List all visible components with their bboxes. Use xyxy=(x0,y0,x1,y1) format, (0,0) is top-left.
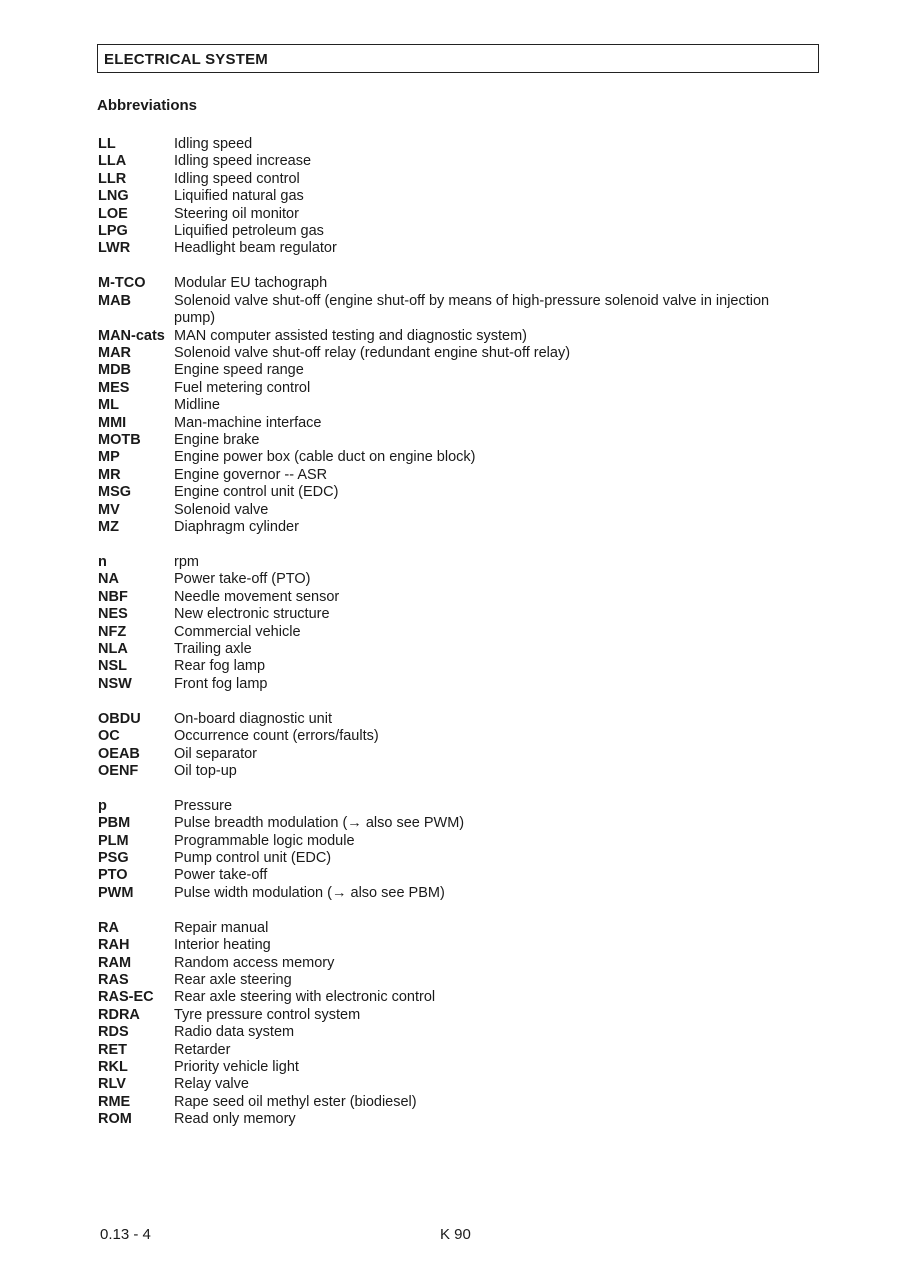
abbreviation-meaning: Engine brake xyxy=(174,432,260,448)
abbreviation-row xyxy=(98,153,818,170)
abbreviation-row xyxy=(98,1111,818,1128)
abbreviation-term: MSG xyxy=(98,484,132,501)
abbreviation-meaning: Relay valve xyxy=(174,1076,249,1093)
abbreviation-term: MMI xyxy=(98,414,127,431)
abbreviation-group xyxy=(98,136,818,258)
abbreviation-meaning: Idling speed increase xyxy=(174,153,312,170)
document-code: K 90 xyxy=(440,1226,471,1243)
abbreviation-meaning: Engine control unit (EDC) xyxy=(174,484,339,501)
abbreviation-meaning: Engine power box (cable duct on engine block) xyxy=(174,449,476,466)
abbreviation-meaning: MAN computer assisted testing and diagnostic system) xyxy=(174,327,527,344)
abbreviation-term: MAR xyxy=(98,344,132,361)
abbreviation-row xyxy=(98,1042,818,1059)
abbreviation-row xyxy=(98,728,818,745)
abbreviation-row xyxy=(98,449,818,466)
abbreviation-meaning: Tyre pressure control system xyxy=(174,1006,361,1023)
abbreviation-row xyxy=(98,136,818,153)
abbreviation-meaning: Oil separator xyxy=(174,745,258,762)
abbreviation-term: RAM xyxy=(98,954,132,971)
abbreviation-term: n xyxy=(98,553,107,570)
abbreviation-row xyxy=(98,920,818,937)
abbreviation-term: RA xyxy=(98,919,119,936)
abbreviation-term: PLM xyxy=(98,832,129,849)
abbreviation-term: PBM xyxy=(98,815,131,832)
abbreviation-meaning: Fuel metering control xyxy=(174,379,311,396)
abbreviation-term: LPG xyxy=(98,223,128,240)
abbreviation-term: NSL xyxy=(98,658,127,675)
abbreviation-list xyxy=(98,136,818,1146)
abbreviation-row xyxy=(98,815,818,832)
abbreviation-meaning: Liquified petroleum gas xyxy=(174,223,324,240)
abbreviation-term: NES xyxy=(98,606,128,623)
abbreviation-row xyxy=(98,206,818,223)
abbreviation-term: NSW xyxy=(98,675,132,692)
abbreviation-meaning: Power take-off (PTO) xyxy=(174,571,311,588)
abbreviation-term: RAS xyxy=(98,971,129,988)
abbreviation-row xyxy=(98,798,818,815)
abbreviation-term: MOTB xyxy=(98,432,141,448)
abbreviation-meaning: Rear axle steering xyxy=(174,971,292,988)
abbreviation-row xyxy=(98,484,818,501)
abbreviation-meaning: Oil top-up xyxy=(174,762,237,779)
abbreviation-meaning: Solenoid valve xyxy=(174,501,269,518)
abbreviation-term: NLA xyxy=(98,640,128,657)
abbreviation-row xyxy=(98,432,818,449)
abbreviation-meaning: Liquified natural gas xyxy=(174,188,304,205)
abbreviation-row xyxy=(98,746,818,763)
abbreviation-meaning: Rear fog lamp xyxy=(174,658,266,675)
abbreviation-meaning: Diaphragm cylinder xyxy=(174,519,299,536)
abbreviation-row xyxy=(98,676,818,693)
abbreviation-row xyxy=(98,240,818,257)
abbreviation-row xyxy=(98,1076,818,1093)
abbreviation-term: NFZ xyxy=(98,623,127,640)
abbreviation-meaning: Pulse breadth modulation (→ also see PWM) xyxy=(174,815,465,832)
abbreviation-row xyxy=(98,502,818,519)
abbreviation-row xyxy=(98,989,818,1006)
abbreviation-group xyxy=(98,554,818,693)
abbreviation-group xyxy=(98,711,818,781)
abbreviation-row xyxy=(98,223,818,240)
abbreviation-term: RET xyxy=(98,1041,127,1058)
abbreviation-row xyxy=(98,1059,818,1076)
abbreviation-row xyxy=(98,275,818,292)
abbreviation-term: MR xyxy=(98,466,121,483)
abbreviation-meaning: Needle movement sensor xyxy=(174,588,340,605)
abbreviation-term: LNG xyxy=(98,188,129,205)
abbreviation-meaning: Solenoid valve shut-off (engine shut-off by means of high-pressure solenoid valve in injection pump) xyxy=(174,292,770,327)
abbreviation-meaning: Headlight beam regulator xyxy=(174,240,337,257)
abbreviation-row xyxy=(98,554,818,571)
abbreviation-row xyxy=(98,1024,818,1041)
abbreviation-meaning: Pulse width modulation (→ also see PBM) xyxy=(174,884,445,901)
abbreviation-meaning: Interior heating xyxy=(174,937,271,954)
abbreviation-row xyxy=(98,328,818,345)
abbreviation-term: ROM xyxy=(98,1111,132,1128)
abbreviation-meaning: Repair manual xyxy=(174,919,269,936)
abbreviation-term: MV xyxy=(98,501,120,518)
abbreviation-term: RME xyxy=(98,1093,131,1110)
abbreviation-row xyxy=(98,711,818,728)
abbreviation-row xyxy=(98,415,818,432)
abbreviation-term: MZ xyxy=(98,519,119,536)
abbreviation-meaning: On-board diagnostic unit xyxy=(174,710,332,727)
abbreviation-term: MDB xyxy=(98,362,132,379)
abbreviation-group xyxy=(98,275,818,536)
abbreviation-meaning: Front fog lamp xyxy=(174,675,268,692)
abbreviation-meaning: Engine governor -- ASR xyxy=(174,466,328,483)
abbreviation-meaning: Trailing axle xyxy=(174,640,252,657)
abbreviation-meaning: rpm xyxy=(174,553,199,570)
abbreviation-row xyxy=(98,589,818,606)
abbreviation-meaning: Man-machine interface xyxy=(174,414,322,431)
abbreviation-term: OENF xyxy=(98,762,139,779)
abbreviation-term: RDRA xyxy=(98,1006,140,1023)
abbreviation-term: RLV xyxy=(98,1076,126,1093)
abbreviation-group xyxy=(98,798,818,902)
abbreviation-meaning: Random access memory xyxy=(174,954,335,971)
abbreviation-row xyxy=(98,1007,818,1024)
abbreviation-meaning: Engine speed range xyxy=(174,362,304,379)
abbreviation-term: OEAB xyxy=(98,745,140,762)
abbreviation-term: LLA xyxy=(98,153,127,170)
abbreviation-meaning: Steering oil monitor xyxy=(174,205,299,222)
abbreviation-row xyxy=(98,1094,818,1111)
abbreviation-term: MAN-cats xyxy=(98,327,165,344)
abbreviation-meaning: Priority vehicle light xyxy=(174,1059,299,1075)
abbreviation-term: LLR xyxy=(98,170,127,187)
abbreviation-term: RAS-EC xyxy=(98,989,154,1006)
abbreviation-row xyxy=(98,885,818,902)
abbreviation-term: RKL xyxy=(98,1059,128,1075)
abbreviation-term: MP xyxy=(98,449,120,466)
page-number: 0.13 - 4 xyxy=(100,1226,151,1243)
abbreviation-meaning: Midline xyxy=(174,397,220,414)
abbreviation-row xyxy=(98,345,818,362)
abbreviation-row xyxy=(98,380,818,397)
abbreviation-meaning: Idling speed xyxy=(174,136,253,152)
abbreviation-meaning: Commercial vehicle xyxy=(174,623,301,640)
abbreviation-meaning: Pump control unit (EDC) xyxy=(174,850,332,867)
abbreviation-row xyxy=(98,293,818,328)
abbreviation-row xyxy=(98,188,818,205)
abbreviation-term: PWM xyxy=(98,884,134,901)
abbreviation-row xyxy=(98,833,818,850)
abbreviation-row xyxy=(98,571,818,588)
abbreviation-meaning: Modular EU tachograph xyxy=(174,275,328,292)
abbreviation-term: p xyxy=(98,797,107,814)
abbreviation-row xyxy=(98,867,818,884)
abbreviation-row xyxy=(98,467,818,484)
abbreviation-term: RAH xyxy=(98,937,130,954)
abbreviation-meaning: Radio data system xyxy=(174,1024,295,1041)
abbreviation-term: LOE xyxy=(98,205,128,222)
abbreviation-term: M-TCO xyxy=(98,275,146,292)
abbreviation-term: LWR xyxy=(98,240,131,257)
abbreviation-term: NA xyxy=(98,571,119,588)
abbreviation-row xyxy=(98,641,818,658)
abbreviation-term: PSG xyxy=(98,850,129,867)
abbreviation-meaning: Rape seed oil methyl ester (biodiesel) xyxy=(174,1093,417,1110)
abbreviation-meaning: Solenoid valve shut-off relay (redundant engine shut-off relay) xyxy=(174,344,571,361)
abbreviation-row xyxy=(98,937,818,954)
abbreviation-meaning: Power take-off xyxy=(174,867,268,884)
abbreviation-row xyxy=(98,171,818,188)
abbreviation-row xyxy=(98,972,818,989)
abbreviation-row xyxy=(98,955,818,972)
section-header-box xyxy=(97,44,819,73)
abbreviation-term: MAB xyxy=(98,292,132,309)
abbreviation-row xyxy=(98,850,818,867)
abbreviation-row xyxy=(98,362,818,379)
abbreviation-meaning: Retarder xyxy=(174,1041,231,1058)
abbreviation-row xyxy=(98,658,818,675)
section-title: ELECTRICAL SYSTEM xyxy=(104,51,268,68)
abbreviation-row xyxy=(98,606,818,623)
abbreviation-meaning: Occurrence count (errors/faults) xyxy=(174,728,379,745)
abbreviation-row xyxy=(98,397,818,414)
abbreviation-meaning: Programmable logic module xyxy=(174,832,355,849)
abbreviation-term: PTO xyxy=(98,867,128,884)
abbreviation-term: NBF xyxy=(98,588,128,605)
abbreviation-term: MES xyxy=(98,379,130,396)
abbreviation-term: OC xyxy=(98,728,120,745)
abbreviation-row xyxy=(98,519,818,536)
abbreviation-group xyxy=(98,920,818,1129)
abbreviation-term: LL xyxy=(98,136,116,152)
abbreviation-meaning: Rear axle steering with electronic control xyxy=(174,989,436,1006)
abbreviation-meaning: Pressure xyxy=(174,797,233,814)
abbreviation-meaning: Read only memory xyxy=(174,1111,296,1128)
abbreviation-row xyxy=(98,763,818,780)
page-subtitle: Abbreviations xyxy=(97,97,198,114)
abbreviation-meaning: Idling speed control xyxy=(174,170,300,187)
abbreviation-row xyxy=(98,624,818,641)
abbreviation-term: ML xyxy=(98,397,119,414)
abbreviation-term: RDS xyxy=(98,1024,129,1041)
abbreviation-term: OBDU xyxy=(98,710,141,727)
abbreviation-meaning: New electronic structure xyxy=(174,606,330,623)
